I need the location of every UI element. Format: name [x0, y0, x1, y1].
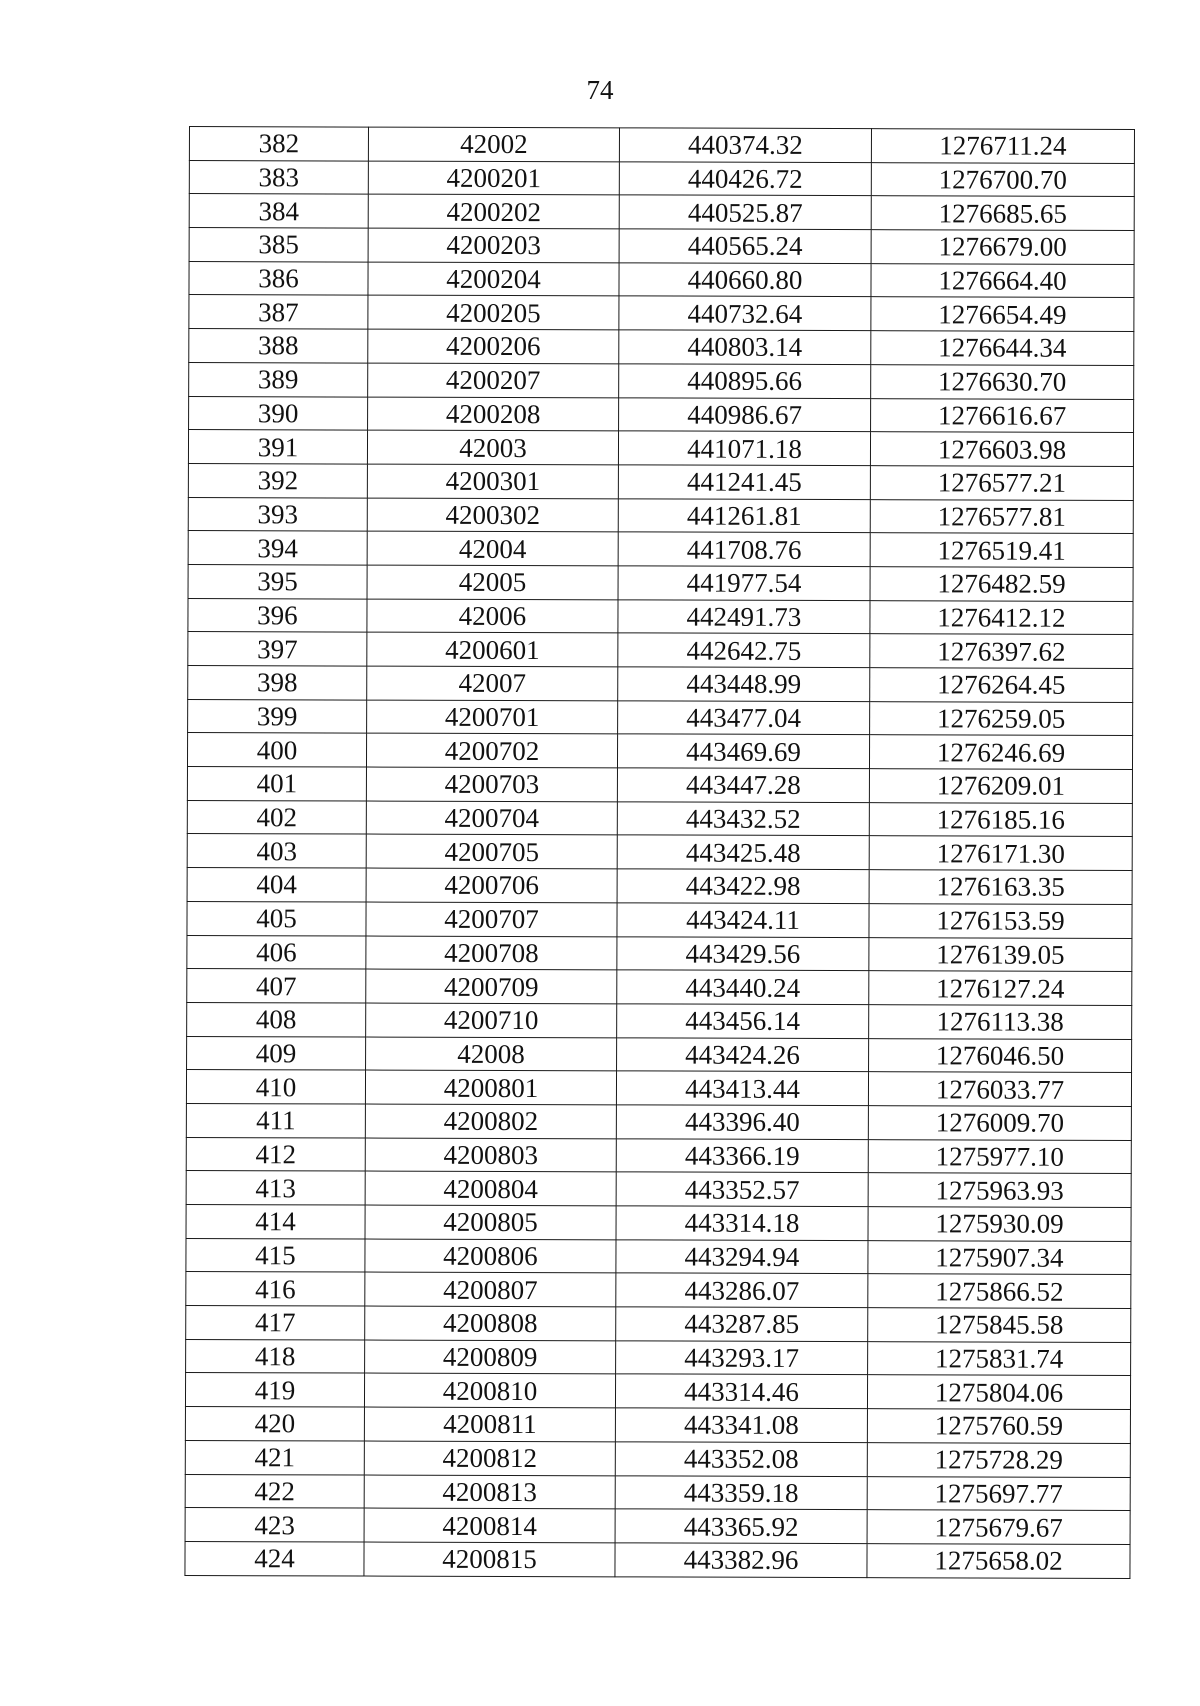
x-coordinate-cell: 443425.48 [617, 835, 869, 869]
x-coordinate-cell: 441708.76 [618, 532, 870, 566]
x-coordinate-cell: 443413.44 [616, 1071, 868, 1105]
point-id-cell: 4200708 [366, 936, 617, 970]
y-coordinate-cell: 1276685.65 [871, 196, 1134, 231]
row-index-cell: 419 [185, 1373, 364, 1407]
row-index-cell: 415 [186, 1238, 365, 1272]
y-coordinate-cell: 1276679.00 [871, 230, 1134, 265]
x-coordinate-cell: 443447.28 [617, 768, 869, 802]
y-coordinate-cell: 1275697.77 [867, 1476, 1130, 1511]
x-coordinate-cell: 442642.75 [618, 633, 870, 667]
x-coordinate-cell: 440426.72 [619, 162, 871, 196]
row-index-cell: 409 [187, 1036, 366, 1070]
table-row [187, 868, 1132, 905]
x-coordinate-cell: 443396.40 [616, 1105, 868, 1139]
row-index-cell: 401 [187, 767, 366, 801]
point-id-cell: 4200207 [368, 363, 619, 397]
y-coordinate-cell: 1276009.70 [868, 1106, 1131, 1141]
point-id-cell: 4200814 [364, 1508, 615, 1542]
row-index-cell: 390 [189, 396, 368, 430]
x-coordinate-cell: 443456.14 [617, 1004, 869, 1038]
y-coordinate-cell: 1275728.29 [867, 1442, 1130, 1477]
x-coordinate-cell: 443366.19 [616, 1138, 868, 1172]
y-coordinate-cell: 1276577.21 [870, 466, 1133, 501]
point-id-cell: 42004 [367, 531, 618, 565]
y-coordinate-cell: 1275930.09 [868, 1207, 1131, 1242]
row-index-cell: 418 [186, 1339, 365, 1373]
table-row [186, 1137, 1131, 1174]
point-id-cell: 4200804 [365, 1171, 616, 1205]
table-row [186, 1204, 1131, 1241]
x-coordinate-cell: 443314.18 [616, 1206, 868, 1240]
row-index-cell: 395 [188, 564, 367, 598]
y-coordinate-cell: 1275658.02 [867, 1544, 1130, 1579]
point-id-cell: 4200703 [366, 767, 617, 801]
x-coordinate-cell: 443365.92 [615, 1509, 867, 1543]
row-index-cell: 396 [188, 598, 367, 632]
y-coordinate-cell: 1276482.59 [870, 567, 1133, 602]
y-coordinate-cell: 1275845.58 [868, 1308, 1131, 1343]
x-coordinate-cell: 443314.46 [615, 1374, 867, 1408]
table-row [186, 1103, 1131, 1140]
x-coordinate-cell: 443469.69 [617, 734, 869, 768]
row-index-cell: 392 [188, 463, 367, 497]
x-coordinate-cell: 441261.81 [618, 498, 870, 532]
y-coordinate-cell: 1276171.30 [869, 836, 1132, 871]
row-index-cell: 402 [187, 800, 366, 834]
row-index-cell: 394 [188, 531, 367, 565]
row-index-cell: 407 [187, 969, 366, 1003]
coordinates-table [184, 126, 1135, 1579]
table-row [188, 430, 1133, 467]
y-coordinate-cell: 1276519.41 [870, 533, 1133, 568]
x-coordinate-cell: 443448.99 [618, 667, 870, 701]
table-row [189, 295, 1134, 332]
table-row [186, 1306, 1131, 1343]
row-index-cell: 405 [187, 901, 366, 935]
point-id-cell: 4200206 [368, 329, 619, 363]
point-id-cell: 4200601 [367, 632, 618, 666]
point-id-cell: 4200705 [366, 834, 617, 868]
x-coordinate-cell: 443359.18 [615, 1475, 867, 1509]
x-coordinate-cell: 443477.04 [618, 701, 870, 735]
table-row [187, 1002, 1132, 1039]
table-row [188, 497, 1133, 534]
x-coordinate-cell: 441977.54 [618, 566, 870, 600]
row-index-cell: 412 [186, 1137, 365, 1171]
x-coordinate-cell: 442491.73 [618, 599, 870, 633]
x-coordinate-cell: 443352.57 [616, 1172, 868, 1206]
point-id-cell: 4200802 [365, 1104, 616, 1138]
point-id-cell: 42002 [368, 127, 619, 161]
table-row [185, 1474, 1130, 1511]
y-coordinate-cell: 1276113.38 [869, 1005, 1132, 1040]
point-id-cell: 42007 [367, 666, 618, 700]
point-id-cell: 4200813 [364, 1475, 615, 1509]
row-index-cell: 391 [188, 430, 367, 464]
table-row [186, 1070, 1131, 1107]
x-coordinate-cell: 440732.64 [619, 296, 871, 330]
point-id-cell: 4200201 [368, 161, 619, 195]
y-coordinate-cell: 1276264.45 [870, 668, 1133, 703]
row-index-cell: 389 [189, 362, 368, 396]
row-index-cell: 420 [185, 1407, 364, 1441]
x-coordinate-cell: 440525.87 [619, 195, 871, 229]
x-coordinate-cell: 443293.17 [616, 1341, 868, 1375]
table-row [187, 969, 1132, 1006]
row-index-cell: 408 [187, 1002, 366, 1036]
y-coordinate-cell: 1276259.05 [870, 701, 1133, 736]
row-index-cell: 398 [188, 665, 367, 699]
row-index-cell: 403 [187, 834, 366, 868]
x-coordinate-cell: 443294.94 [616, 1240, 868, 1274]
y-coordinate-cell: 1276209.01 [869, 769, 1132, 804]
point-id-cell: 4200202 [368, 194, 619, 228]
y-coordinate-cell: 1275831.74 [868, 1341, 1131, 1376]
table-row [188, 632, 1133, 669]
row-index-cell: 385 [189, 228, 368, 262]
table-row [187, 935, 1132, 972]
y-coordinate-cell: 1276033.77 [868, 1072, 1131, 1107]
table-row [188, 665, 1133, 702]
y-coordinate-cell: 1276163.35 [869, 870, 1132, 905]
y-coordinate-cell: 1276412.12 [870, 600, 1133, 635]
table-row [187, 1036, 1132, 1073]
point-id-cell: 42006 [367, 599, 618, 633]
table-row [188, 598, 1133, 635]
table-row [188, 463, 1133, 500]
row-index-cell: 388 [189, 329, 368, 363]
x-coordinate-cell: 443429.56 [617, 936, 869, 970]
table-row [187, 800, 1132, 837]
table-row [189, 194, 1134, 231]
point-id-cell: 4200205 [368, 296, 619, 330]
row-index-cell: 423 [185, 1508, 364, 1542]
point-id-cell: 4200204 [368, 262, 619, 296]
table-row [187, 767, 1132, 804]
y-coordinate-cell: 1275977.10 [868, 1139, 1131, 1174]
row-index-cell: 384 [189, 194, 368, 228]
y-coordinate-cell: 1276139.05 [869, 937, 1132, 972]
table-row [185, 1373, 1130, 1410]
y-coordinate-cell: 1276127.24 [869, 971, 1132, 1006]
table-row [189, 160, 1134, 197]
y-coordinate-cell: 1275963.93 [868, 1173, 1131, 1208]
row-index-cell: 382 [189, 127, 368, 161]
y-coordinate-cell: 1276246.69 [869, 735, 1132, 770]
row-index-cell: 399 [188, 699, 367, 733]
point-id-cell: 4200706 [366, 868, 617, 902]
x-coordinate-cell: 443432.52 [617, 802, 869, 836]
row-index-cell: 417 [186, 1306, 365, 1340]
point-id-cell: 4200803 [365, 1138, 616, 1172]
y-coordinate-cell: 1276185.16 [869, 802, 1132, 837]
x-coordinate-cell: 443341.08 [615, 1408, 867, 1442]
table-row [187, 901, 1132, 938]
x-coordinate-cell: 441241.45 [618, 465, 870, 499]
point-id-cell: 4200811 [364, 1407, 615, 1441]
y-coordinate-cell: 1276654.49 [871, 297, 1134, 332]
y-coordinate-cell: 1276644.34 [871, 331, 1134, 366]
point-id-cell: 4200809 [365, 1340, 616, 1374]
x-coordinate-cell: 440895.66 [619, 364, 871, 398]
x-coordinate-cell: 441071.18 [618, 431, 870, 465]
row-index-cell: 386 [189, 261, 368, 295]
y-coordinate-cell: 1275907.34 [868, 1240, 1131, 1275]
x-coordinate-cell: 443422.98 [617, 869, 869, 903]
row-index-cell: 404 [187, 868, 366, 902]
row-index-cell: 400 [187, 733, 366, 767]
row-index-cell: 387 [189, 295, 368, 329]
table-row [187, 834, 1132, 871]
table-row [189, 127, 1134, 164]
x-coordinate-cell: 443440.24 [617, 970, 869, 1004]
x-coordinate-cell: 440374.32 [619, 128, 871, 162]
point-id-cell: 42003 [367, 430, 618, 464]
y-coordinate-cell: 1275804.06 [867, 1375, 1130, 1410]
table-row [186, 1272, 1131, 1309]
y-coordinate-cell: 1275679.67 [867, 1510, 1130, 1545]
table-row [185, 1508, 1130, 1545]
row-index-cell: 393 [188, 497, 367, 531]
y-coordinate-cell: 1276711.24 [871, 129, 1134, 164]
point-id-cell: 4200701 [367, 700, 618, 734]
y-coordinate-cell: 1276397.62 [870, 634, 1133, 669]
row-index-cell: 421 [185, 1440, 364, 1474]
point-id-cell: 4200302 [367, 498, 618, 532]
point-id-cell: 4200801 [365, 1070, 616, 1104]
x-coordinate-cell: 443287.85 [616, 1307, 868, 1341]
point-id-cell: 4200203 [368, 228, 619, 262]
x-coordinate-cell: 440803.14 [619, 330, 871, 364]
table-row [189, 329, 1134, 366]
x-coordinate-cell: 443382.96 [615, 1543, 867, 1577]
table-row [189, 261, 1134, 298]
y-coordinate-cell: 1275866.52 [868, 1274, 1131, 1309]
x-coordinate-cell: 440660.80 [619, 263, 871, 297]
table-row [185, 1541, 1130, 1578]
point-id-cell: 4200805 [365, 1205, 616, 1239]
row-index-cell: 410 [186, 1070, 365, 1104]
point-id-cell: 42008 [366, 1037, 617, 1071]
point-id-cell: 4200709 [366, 969, 617, 1003]
point-id-cell: 4200208 [368, 397, 619, 431]
row-index-cell: 414 [186, 1204, 365, 1238]
y-coordinate-cell: 1276630.70 [871, 364, 1134, 399]
y-coordinate-cell: 1276603.98 [870, 432, 1133, 467]
table-row [186, 1171, 1131, 1208]
x-coordinate-cell: 440565.24 [619, 229, 871, 263]
table-row [185, 1407, 1130, 1444]
y-coordinate-cell: 1276664.40 [871, 263, 1134, 298]
page-number: 74 [586, 75, 614, 105]
table-row [188, 699, 1133, 736]
x-coordinate-cell: 443286.07 [616, 1273, 868, 1307]
row-index-cell: 422 [185, 1474, 364, 1508]
point-id-cell: 4200702 [366, 733, 617, 767]
point-id-cell: 4200806 [365, 1239, 616, 1273]
y-coordinate-cell: 1276616.67 [871, 398, 1134, 433]
x-coordinate-cell: 443424.11 [617, 903, 869, 937]
point-id-cell: 4200707 [366, 902, 617, 936]
point-id-cell: 4200704 [366, 801, 617, 835]
table-row [187, 733, 1132, 770]
row-index-cell: 413 [186, 1171, 365, 1205]
point-id-cell: 4200808 [365, 1306, 616, 1340]
point-id-cell: 4200301 [367, 464, 618, 498]
row-index-cell: 424 [185, 1541, 364, 1575]
point-id-cell: 4200710 [366, 1003, 617, 1037]
point-id-cell: 4200810 [364, 1373, 615, 1407]
row-index-cell: 383 [189, 160, 368, 194]
row-index-cell: 397 [188, 632, 367, 666]
row-index-cell: 416 [186, 1272, 365, 1306]
coordinates-table-body [185, 127, 1135, 1579]
x-coordinate-cell: 440986.67 [619, 397, 871, 431]
table-row [189, 228, 1134, 265]
point-id-cell: 4200815 [364, 1542, 615, 1576]
table-row [188, 564, 1133, 601]
table-row [188, 531, 1133, 568]
x-coordinate-cell: 443352.08 [615, 1442, 867, 1476]
table-row [185, 1440, 1130, 1477]
point-id-cell: 42005 [367, 565, 618, 599]
y-coordinate-cell: 1276153.59 [869, 903, 1132, 938]
x-coordinate-cell: 443424.26 [617, 1037, 869, 1071]
point-id-cell: 4200812 [364, 1441, 615, 1475]
row-index-cell: 411 [186, 1103, 365, 1137]
y-coordinate-cell: 1276700.70 [871, 162, 1134, 197]
y-coordinate-cell: 1275760.59 [867, 1409, 1130, 1444]
table-row [186, 1339, 1131, 1376]
row-index-cell: 406 [187, 935, 366, 969]
table-row [189, 396, 1134, 433]
table-row [189, 362, 1134, 399]
table-row [186, 1238, 1131, 1275]
point-id-cell: 4200807 [365, 1272, 616, 1306]
y-coordinate-cell: 1276577.81 [870, 499, 1133, 534]
y-coordinate-cell: 1276046.50 [869, 1038, 1132, 1073]
